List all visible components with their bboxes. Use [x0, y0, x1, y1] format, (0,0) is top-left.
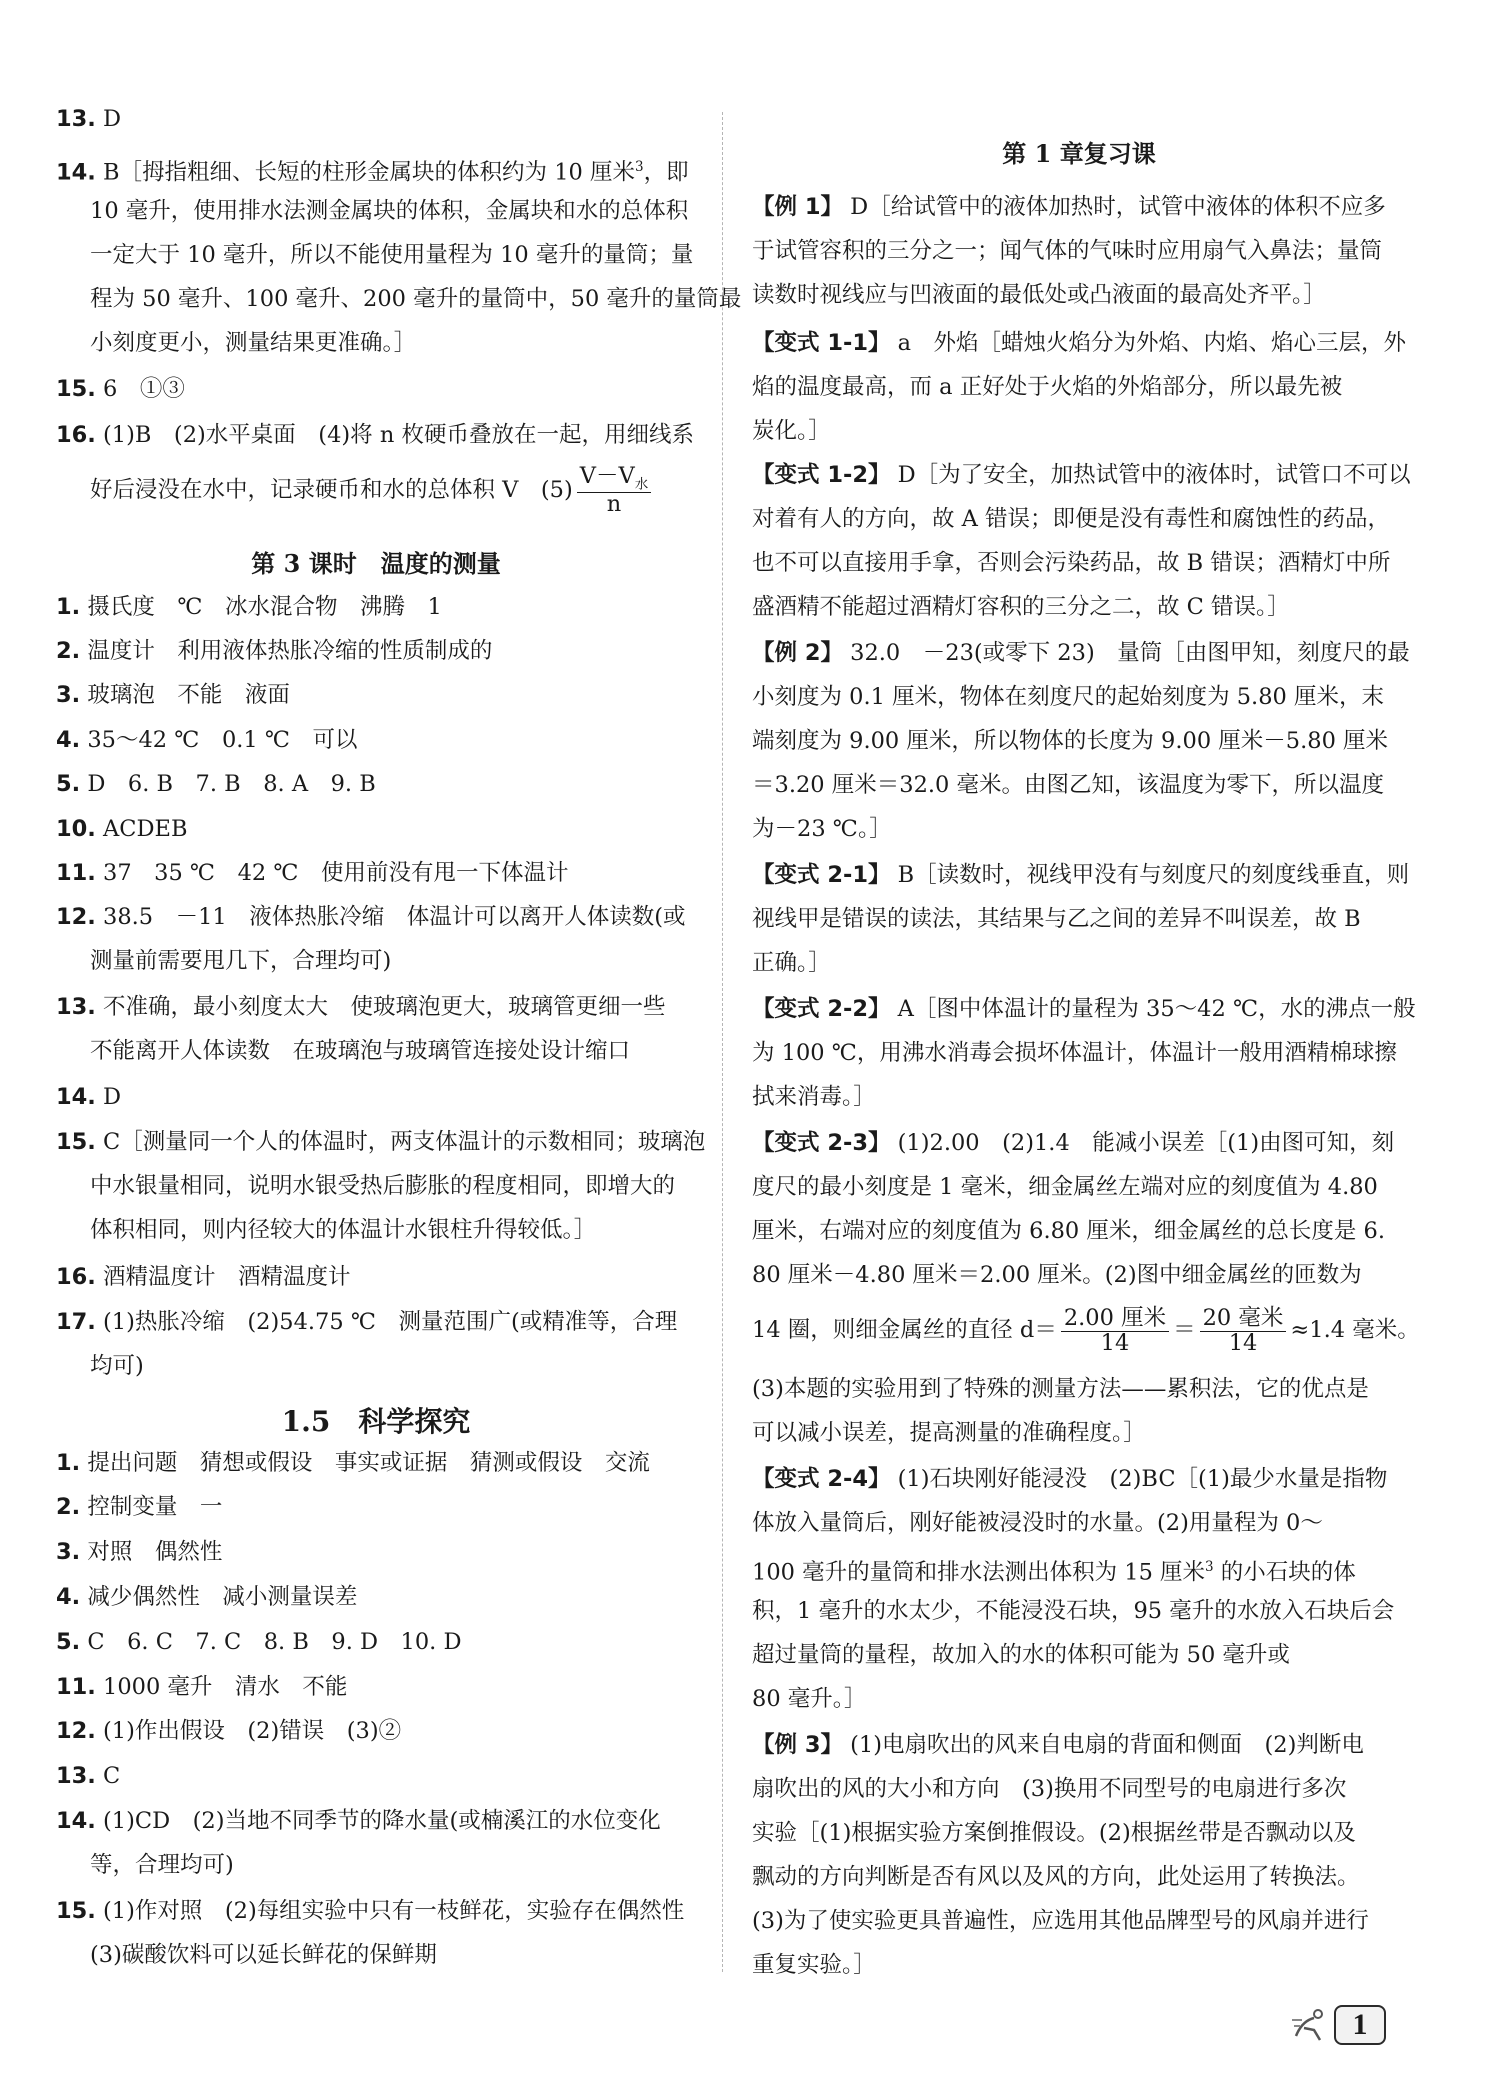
variant-2-3-line5: 14 圈，则细金属丝的直径 d＝ $\frac{\text{2.00 厘米}}{14}$ ＝ $\frac{\text{20 毫米}}{14}$ ≈1.4 毫米。	[752, 1304, 1420, 1356]
example-2-line3: 端刻度为 9.00 厘米，所以物体的长度为 9.00 厘米－5.80 厘米	[752, 728, 1389, 754]
s3-answer-5-9: 5. D 6. B 7. B 8. A 9. B	[56, 771, 376, 797]
s15-answer-12: 12. (1)作出假设 (2)错误 (3)②	[56, 1718, 402, 1744]
page-number: 1	[1334, 2005, 1386, 2045]
s3-answer-17-line1: 17. (1)热胀冷缩 (2)54.75 ℃ 测量范围广(或精准等，合理	[56, 1309, 678, 1335]
variant-1-1-line2: 焰的温度最高，而 a 正好处于火焰的外焰部分，所以最先被	[752, 374, 1343, 400]
variant-2-3-line2: 度尺的最小刻度是 1 毫米，细金属丝左端对应的刻度值为 4.80	[752, 1174, 1378, 1200]
s15-answer-15-line2: (3)碳酸饮料可以延长鲜花的保鲜期	[90, 1942, 437, 1968]
s15-answer-15-line1: 15. (1)作对照 (2)每组实验中只有一枝鲜花，实验存在偶然性	[56, 1898, 685, 1924]
chapter-review-title: 第 1 章复习课	[1002, 139, 1156, 168]
variant-1-2-line3: 也不可以直接用手拿，否则会污染药品，故 B 错误；酒精灯中所	[752, 550, 1391, 576]
running-figure-icon	[1290, 2006, 1334, 2044]
example-2-line2: 小刻度为 0.1 厘米，物体在刻度尺的起始刻度为 5.80 厘米，末	[752, 684, 1384, 710]
volume-fraction: $\frac{V-V_水}{n}$	[577, 465, 652, 516]
variant-2-2-line2: 为 100 ℃，用沸水消毒会损坏体温计，体温计一般用酒精棉球擦	[752, 1040, 1397, 1066]
s15-answer-11: 11. 1000 毫升 清水 不能	[56, 1674, 348, 1700]
s3-answer-2: 2. 温度计 利用液体热胀冷缩的性质制成的	[56, 638, 493, 664]
s3-answer-15-line2: 中水银量相同，说明水银受热后膨胀的程度相同，即增大的	[90, 1173, 676, 1199]
s3-answer-13-line1: 13. 不准确，最小刻度太大 使玻璃泡更大，玻璃管更细一些	[56, 994, 666, 1020]
variant-2-2-line1: 【变式 2-2】 A［图中体温计的量程为 35～42 ℃，水的沸点一般	[752, 996, 1416, 1022]
variant-2-2-line3: 拭来消毒。］	[752, 1084, 876, 1110]
answer-13: 13. D	[56, 106, 122, 132]
example-2-line5: 为－23 ℃。］	[752, 816, 892, 842]
variant-1-2-line2: 对着有人的方向，故 A 错误；即便是没有毒性和腐蚀性的药品，	[752, 506, 1391, 532]
example-3-line5: (3)为了使实验更具普遍性，应选用其他品牌型号的风扇并进行	[752, 1908, 1369, 1934]
variant-2-1-line3: 正确。］	[752, 950, 831, 976]
variant-2-4-line2: 体放入量筒后，刚好能被浸没时的水量。(2)用量程为 0～	[752, 1510, 1323, 1536]
s3-answer-12-line1: 12. 38.5 －11 液体热胀冷缩 体温计可以离开人体读数(或	[56, 904, 686, 930]
variant-2-3-line6: (3)本题的实验用到了特殊的测量方法——累积法，它的优点是	[752, 1376, 1369, 1402]
example-3-line1: 【例 3】 (1)电扇吹出的风来自电扇的背面和侧面 (2)判断电	[752, 1732, 1364, 1758]
variant-2-4-line4: 积，1 毫升的水太少，不能浸没石块，95 毫升的水放入石块后会	[752, 1598, 1395, 1624]
answer-16-line2: 好后浸没在水中，记录硬币和水的总体积 V (5) $\frac{V-V_水}{n}$	[56, 460, 655, 520]
example-3-line3: 实验［(1)根据实验方案倒推假设。(2)根据丝带是否飘动以及	[752, 1820, 1356, 1846]
example-1-line3: 读数时视线应与凹液面的最低处或凸液面的最高处齐平。］	[752, 282, 1326, 308]
answer-16-line1: 16. (1)B (2)水平桌面 (4)将 n 枚硬币叠放在一起，用细线系	[56, 422, 694, 448]
variant-2-4-line6: 80 毫升。］	[752, 1686, 867, 1712]
s3-answer-1: 1. 摄氏度 ℃ 冰水混合物 沸腾 1	[56, 594, 442, 620]
example-2-line4: ＝3.20 厘米＝32.0 毫米。由图乙知，该温度为零下，所以温度	[752, 772, 1385, 798]
s3-answer-15-line1: 15. C［测量同一个人的体温时，两支体温计的示数相同；玻璃泡	[56, 1129, 706, 1155]
s3-answer-13-line2: 不能离开人体读数 在玻璃泡与玻璃管连接处设计缩口	[90, 1038, 631, 1064]
variant-2-3-line7: 可以减小误差，提高测量的准确程度。］	[752, 1420, 1146, 1446]
s15-answer-14-line2: 等，合理均可)	[90, 1852, 234, 1878]
s15-answer-2: 2. 控制变量 一	[56, 1494, 223, 1520]
s3-answer-17-line2: 均可)	[90, 1353, 144, 1379]
variant-2-4-line1: 【变式 2-4】 (1)石块刚好能浸没 (2)BC［(1)最少水量是指物	[752, 1466, 1388, 1492]
s15-answer-5-10: 5. C 6. C 7. C 8. B 9. D 10. D	[56, 1629, 462, 1655]
section-title-1-5: 1.5 科学探究	[281, 1405, 471, 1438]
diameter-fraction-2: $\frac{\text{20 毫米}}{14}$	[1200, 1307, 1287, 1355]
variant-2-1-line2: 视线甲是错误的读法，其结果与乙之间的差异不叫误差，故 B	[752, 906, 1361, 932]
variant-1-1-line3: 炭化。］	[752, 418, 831, 444]
answer-15: 15. 6 ①③	[56, 376, 185, 402]
s15-answer-14-line1: 14. (1)CD (2)当地不同季节的降水量(或楠溪江的水位变化	[56, 1808, 661, 1834]
s3-answer-12-line2: 测量前需要甩几下，合理均可)	[90, 948, 392, 974]
example-1-line1: 【例 1】 D［给试管中的液体加热时，试管中液体的体积不应多	[752, 194, 1386, 220]
s3-answer-10: 10. ACDEB	[56, 816, 188, 842]
s3-answer-14: 14. D	[56, 1084, 122, 1110]
diameter-fraction-1: $\frac{\text{2.00 厘米}}{14}$	[1061, 1307, 1169, 1355]
variant-1-1-line1: 【变式 1-1】 a 外焰［蜡烛火焰分为外焰、内焰、焰心三层，外	[752, 330, 1407, 356]
s3-answer-16: 16. 酒精温度计 酒精温度计	[56, 1264, 351, 1290]
column-divider	[722, 112, 723, 1972]
s15-answer-13: 13. C	[56, 1763, 121, 1789]
variant-2-3-line4: 80 厘米－4.80 厘米＝2.00 厘米。(2)图中细金属丝的匝数为	[752, 1262, 1362, 1288]
variant-2-3-line3: 厘米，右端对应的刻度值为 6.80 厘米，细金属丝的总长度是 6.	[752, 1218, 1386, 1244]
answer-14-line3: 一定大于 10 毫升，所以不能使用量程为 10 毫升的量筒；量	[90, 242, 694, 268]
answer-14-line5: 小刻度更小，测量结果更准确。］	[90, 330, 417, 356]
example-3-line4: 飘动的方向判断是否有风以及风的方向，此处运用了转换法。	[752, 1864, 1360, 1890]
variant-2-4-line3: 100 毫升的量筒和排水法测出体积为 15 厘米$^3$ 的小石块的体	[752, 1559, 1356, 1586]
example-1-line2: 于试管容积的三分之一；闻气体的气味时应用扇气入鼻法；量筒	[752, 238, 1383, 264]
section-title-lesson3: 第 3 课时 温度的测量	[251, 549, 501, 578]
s15-answer-1: 1. 提出问题 猜想或假设 事实或证据 猜测或假设 交流	[56, 1450, 650, 1476]
example-2-line1: 【例 2】 32.0 －23(或零下 23) 量筒［由图甲知，刻度尺的最	[752, 640, 1410, 666]
page-number-badge	[1290, 2002, 1410, 2048]
variant-2-1-line1: 【变式 2-1】 B［读数时，视线甲没有与刻度尺的刻度线垂直，则	[752, 862, 1410, 888]
example-3-line2: 扇吹出的风的大小和方向 (3)换用不同型号的电扇进行多次	[752, 1776, 1347, 1802]
s3-answer-11: 11. 37 35 ℃ 42 ℃ 使用前没有甩一下体温计	[56, 860, 569, 886]
s15-answer-3: 3. 对照 偶然性	[56, 1539, 223, 1565]
variant-1-2-line1: 【变式 1-2】 D［为了安全，加热试管中的液体时，试管口不可以	[752, 462, 1411, 488]
answer-14-line4: 程为 50 毫升、100 毫升、200 毫升的量筒中，50 毫升的量筒最	[90, 286, 742, 312]
variant-2-3-line1: 【变式 2-3】 (1)2.00 (2)1.4 能减小误差［(1)由图可知，刻	[752, 1130, 1395, 1156]
answer-14-line1: 14. B［拇指粗细、长短的柱形金属块的体积约为 10 厘米$^3$，即	[56, 159, 689, 186]
s3-answer-4: 4. 35～42 ℃ 0.1 ℃ 可以	[56, 727, 358, 753]
s3-answer-15-line3: 体积相同，则内径较大的体温计水银柱升得较低。］	[90, 1217, 597, 1243]
variant-2-4-line5: 超过量筒的量程，故加入的水的体积可能为 50 毫升或	[752, 1642, 1290, 1668]
variant-1-2-line4: 盛酒精不能超过酒精灯容积的三分之二，故 C 错误。］	[752, 594, 1290, 620]
s15-answer-4: 4. 减少偶然性 减小测量误差	[56, 1584, 358, 1610]
s3-answer-3: 3. 玻璃泡 不能 液面	[56, 682, 290, 708]
example-3-line6: 重复实验。］	[752, 1952, 876, 1978]
answer-14-line2: 10 毫升，使用排水法测金属块的体积，金属块和水的总体积	[90, 198, 689, 224]
